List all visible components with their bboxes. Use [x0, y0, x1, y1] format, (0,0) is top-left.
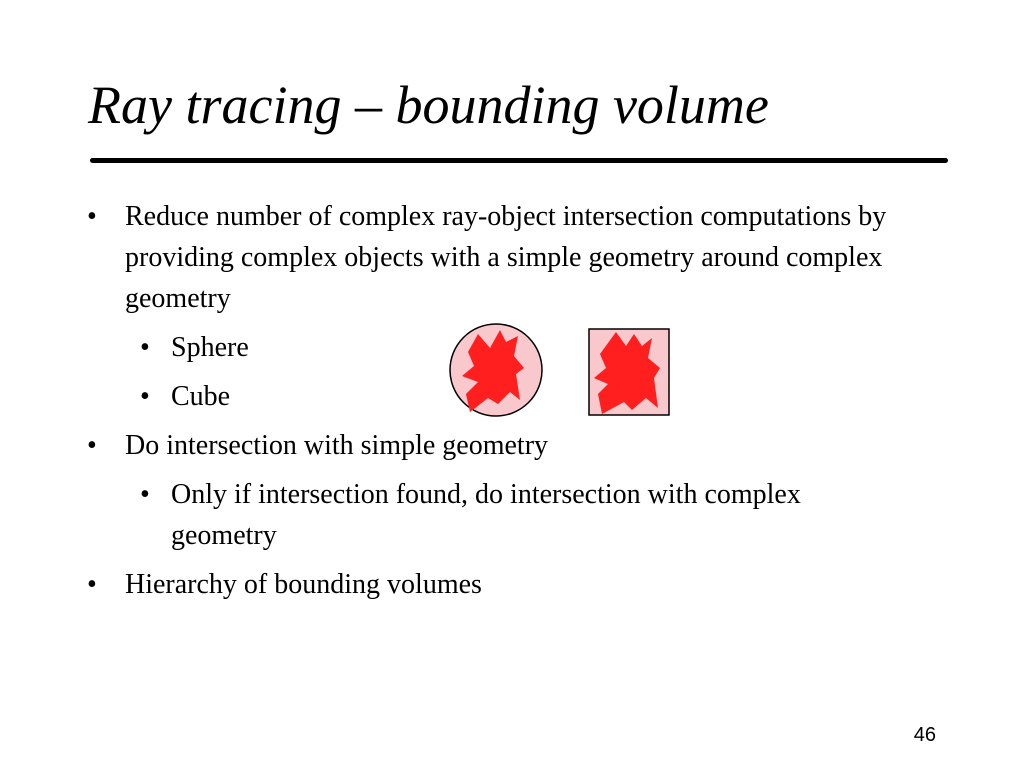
bullet-simple-intersection: [0, 425, 1024, 466]
slide-title: Ray tracing – bounding volume: [88, 75, 769, 135]
bullet-text: Cube: [171, 381, 231, 412]
bounding-cube-figure: [588, 328, 670, 416]
bounding-sphere-figure: [448, 322, 544, 418]
bullet-glyph: •: [140, 479, 150, 510]
bullet-text: Hierarchy of bounding volumes: [125, 569, 482, 600]
bullet-text: Do intersection with simple geometry: [125, 430, 549, 461]
bullet-text: Only if intersection found, do intersection with complex geometry: [171, 479, 801, 551]
bullet-hierarchy: [0, 564, 1024, 605]
bullet-glyph: •: [87, 430, 97, 461]
bullet-reduce-computations: [0, 196, 1024, 319]
bullet-glyph: •: [87, 569, 97, 600]
bullet-glyph: •: [140, 381, 150, 412]
bullet-glyph: •: [140, 332, 150, 363]
bullet-complex-intersection: [0, 474, 1024, 556]
title-underline: [90, 158, 948, 163]
page-number: 46: [913, 724, 936, 746]
bullet-text: Reduce number of complex ray-object intersection computations by providing complex objects with a simple geometry around complex geometry: [125, 201, 887, 314]
bullet-text: Sphere: [171, 332, 249, 363]
bullet-glyph: •: [87, 201, 97, 232]
